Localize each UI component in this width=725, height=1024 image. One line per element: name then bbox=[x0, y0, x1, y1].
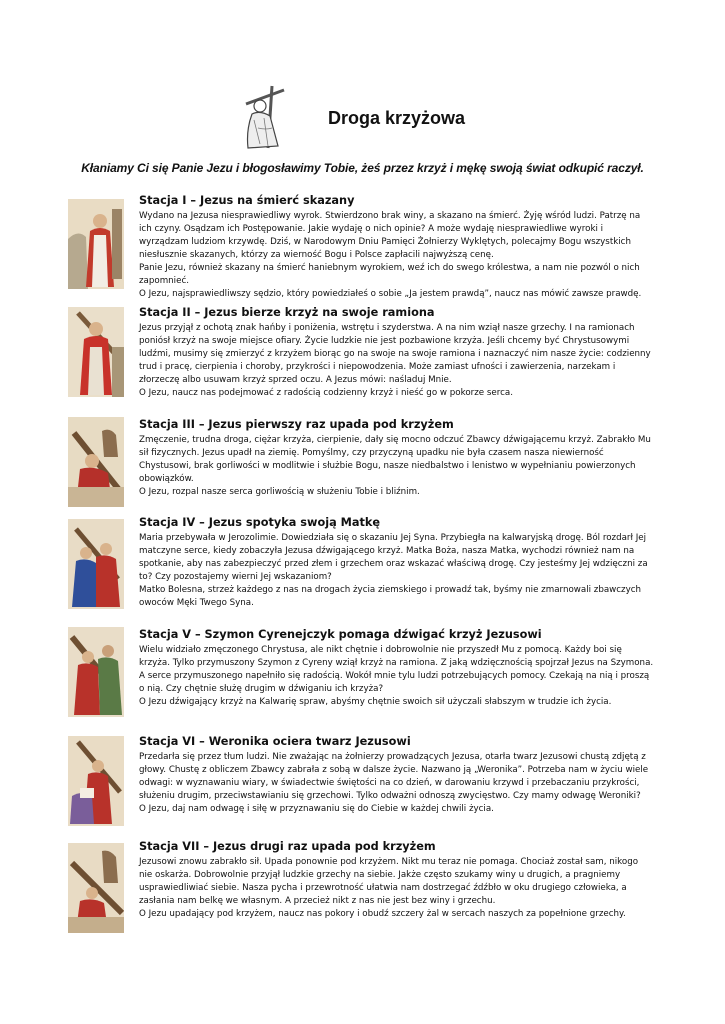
station-6-text: Przedarła się przez tłum ludzi. Nie zważając na żołnierzy prowadzących Jezusa, otarła twarz Jezusowi chustą zdjętą z głowy. Chustę z obliczem Zbawcy zabrała z sobą w dalsze życie. Nazwano ją „Weronika”. Potrzeba nam w życiu wiele odwagi: w wyznawaniu wiary, w świadectwie świętości na co dzień, w darowaniu krzywd i przebaczaniu przykrości, służeniu drugim, przeciwstawianiu się grzechowi. Tylko odważni odnoszą zwycięstwo. Czy mamy odwagę Weroniki? O Jezu, daj nam odwagę i siłę w przyznawaniu się do Ciebie w każdej chwili życia. bbox=[139, 752, 649, 814]
station-1-image bbox=[68, 199, 124, 289]
station-1-text: Wydano na Jezusa niesprawiedliwy wyrok. Stwierdzono brak winy, a skazano na śmierć. Żyję wśród ludzi. Patrzę na ich czyny. Osądzam ich Postępowanie. Jakie wydaję o nich opinie? A może wydaję niesprawiedliwe wyroki i wyrządzam ludziom krzywdę. Dziś, w Narodowym Dniu Pamięci Żołnierzy Wyklętych, polecajmy Bogu wszystkich niesłusznie skazanych, którzy za wierność Bogu i Polsce zapłacili najwyższą cenę. Panie Jezu, również skazany na śmierć haniebnym wyrokiem, weź ich do swego królestwa, a nam nie pozwól o nich zapomnieć. O Jezu, najsprawiedliwszy sędzio, który powiedziałeś o sobie „Ja jestem prawdą”, naucz nas mówić zawsze prawdę. bbox=[139, 211, 642, 299]
station-3-title: Stacja III – Jezus pierwszy raz upada pod krzyżem bbox=[139, 418, 454, 431]
station-6-body bbox=[139, 734, 657, 816]
document-subtitle: Kłaniamy Ci się Panie Jezu i błogosławimy Tobie, żeś przez krzyż i mękę swoją świat odkupić raczył. bbox=[81, 161, 644, 175]
station-7-title: Stacja VII – Jezus drugi raz upada pod krzyżem bbox=[139, 840, 436, 853]
station-3-body bbox=[139, 417, 657, 499]
station-3-text: Zmęczenie, trudna droga, ciężar krzyża, cierpienie, dały się mocno odczuć Zbawcy dźwigającemu krzyż. Zabrakło Mu sił fizycznych. Jezus upadł na ziemię. Pomyślmy, czy przyczyną upadku nie była czasem nasza niewierność Chystusowi, brak gorliwości w modlitwie i służbie Bogu, nasze niedbalstwo i lenistwo w wypełnianiu powierzonych obowiązków. O Jezu, rozpal nasze serca gorliwością w służeniu Tobie i bliźnim. bbox=[139, 435, 651, 497]
station-4-body bbox=[139, 515, 657, 610]
document-title: Droga krzyżowa bbox=[328, 108, 466, 128]
station-6-image bbox=[68, 736, 124, 826]
station-4-text: Maria przebywała w Jerozolimie. Dowiedziała się o skazaniu Jej Syna. Przybiegła na kalwaryjską drogę. Ból rozdarł Jej matczyne serce, kiedy zobaczyła Jezusa dźwigającego krzyż. Matka Boża, nasza Matka, wychodzi również nam na spotkanie, aby nas zabezpieczyć przed złem i grzechem oraz wskazać właściwą drogę. Czy jesteśmy Jej wdzięczni za to? Czy pozostajemy wierni Jej wskazaniom? Matko Bolesna, strzeż każdego z nas na drogach życia ziemskiego i prowadź tak, byśmy nie zmarnowali zbawczych owoców Męki Twego Syna. bbox=[139, 533, 648, 608]
station-1-body bbox=[139, 193, 657, 301]
station-6-title: Stacja VI – Weronika ociera twarz Jezusowi bbox=[139, 735, 411, 748]
station-7-body bbox=[139, 839, 657, 921]
station-5-image bbox=[68, 627, 124, 717]
station-5-text: Wielu widziało zmęczonego Chrystusa, ale nikt chętnie i dobrowolnie nie przyszedł Mu z pomocą. Każdy boi się krzyża. Tylko przymuszony Szymon z Cyreny wziął krzyż na ramiona. Z jaką wdzięcznością spojrzał Jezus na Szymona. A serce przymuszonego napełniło się radością. Wokół mnie tylu ludzi potrzebujących pomocy. Czekają na nią i proszą o nią. Czy chętnie służę drugim w dźwiganiu ich krzyża? O Jezu dźwigający krzyż na Kalwarię spraw, abyśmy chętnie swoich sił użyczali słabszym w trudzie ich życia. bbox=[139, 645, 654, 707]
station-2-title: Stacja II – Jezus bierze krzyż na swoje ramiona bbox=[139, 306, 435, 319]
station-7-image bbox=[68, 843, 124, 933]
station-1-title: Stacja I – Jezus na śmierć skazany bbox=[139, 194, 355, 207]
station-2-text: Jezus przyjął z ochotą znak hańby i poniżenia, wstrętu i szyderstwa. A na nim wziął nasze grzechy. I na ramionach poniósł krzyż na swoje miejsce ofiary. Życie ludzkie nie jest pozbawione krzyża. Jeśli chcemy być Chrystusowymi ludźmi, musimy się zmierzyć z krzyżem biorąc go na swoje na swoje ramiona i naznaczyć nim nasze życie: codzienny trud i pracę, cierpienia i choroby, przykrości i niepowodzenia. Może zamiast ufności i zawierzenia, narzekam i złorzeczę albo usuwam krzyż sprzed oczu. A Jezus mówi: naśladuj Mnie. O Jezu, naucz nas podejmować z radością codzienny krzyż i nieść go w pokorze serca. bbox=[139, 323, 651, 398]
station-2-image bbox=[68, 307, 124, 397]
station-3-image bbox=[68, 417, 124, 507]
station-5-body bbox=[139, 627, 657, 709]
station-2-body bbox=[139, 305, 657, 400]
station-4-title: Stacja IV – Jezus spotyka swoją Matkę bbox=[139, 516, 381, 529]
station-5-title: Stacja V – Szymon Cyrenejczyk pomaga dźwigać krzyż Jezusowi bbox=[139, 628, 542, 641]
station-7-text: Jezusowi znowu zabrakło sił. Upada ponownie pod krzyżem. Nikt mu teraz nie pomaga. Chociaż został sam, nikogo nie oskarża. Dobrowolnie przyjął ludzkie grzechy na siebie. Jakże często szukamy winy u drugich, a pragniemy usprawiedliwiać siebie. Nasza pycha i przewrotność ułatwia nam dostrzegać źdźbło w oku drugiego człowieka, a zasłania nam belkę we własnym. A przecież nikt z nas nie jest bez winy i grzechu. O Jezu upadający pod krzyżem, naucz nas pokory i obudź szczery żal w sercach naszych za popełnione grzechy. bbox=[139, 857, 639, 919]
document-header bbox=[0, 84, 725, 154]
station-4-image bbox=[68, 519, 124, 609]
jesus-carrying-cross-icon bbox=[238, 84, 296, 152]
